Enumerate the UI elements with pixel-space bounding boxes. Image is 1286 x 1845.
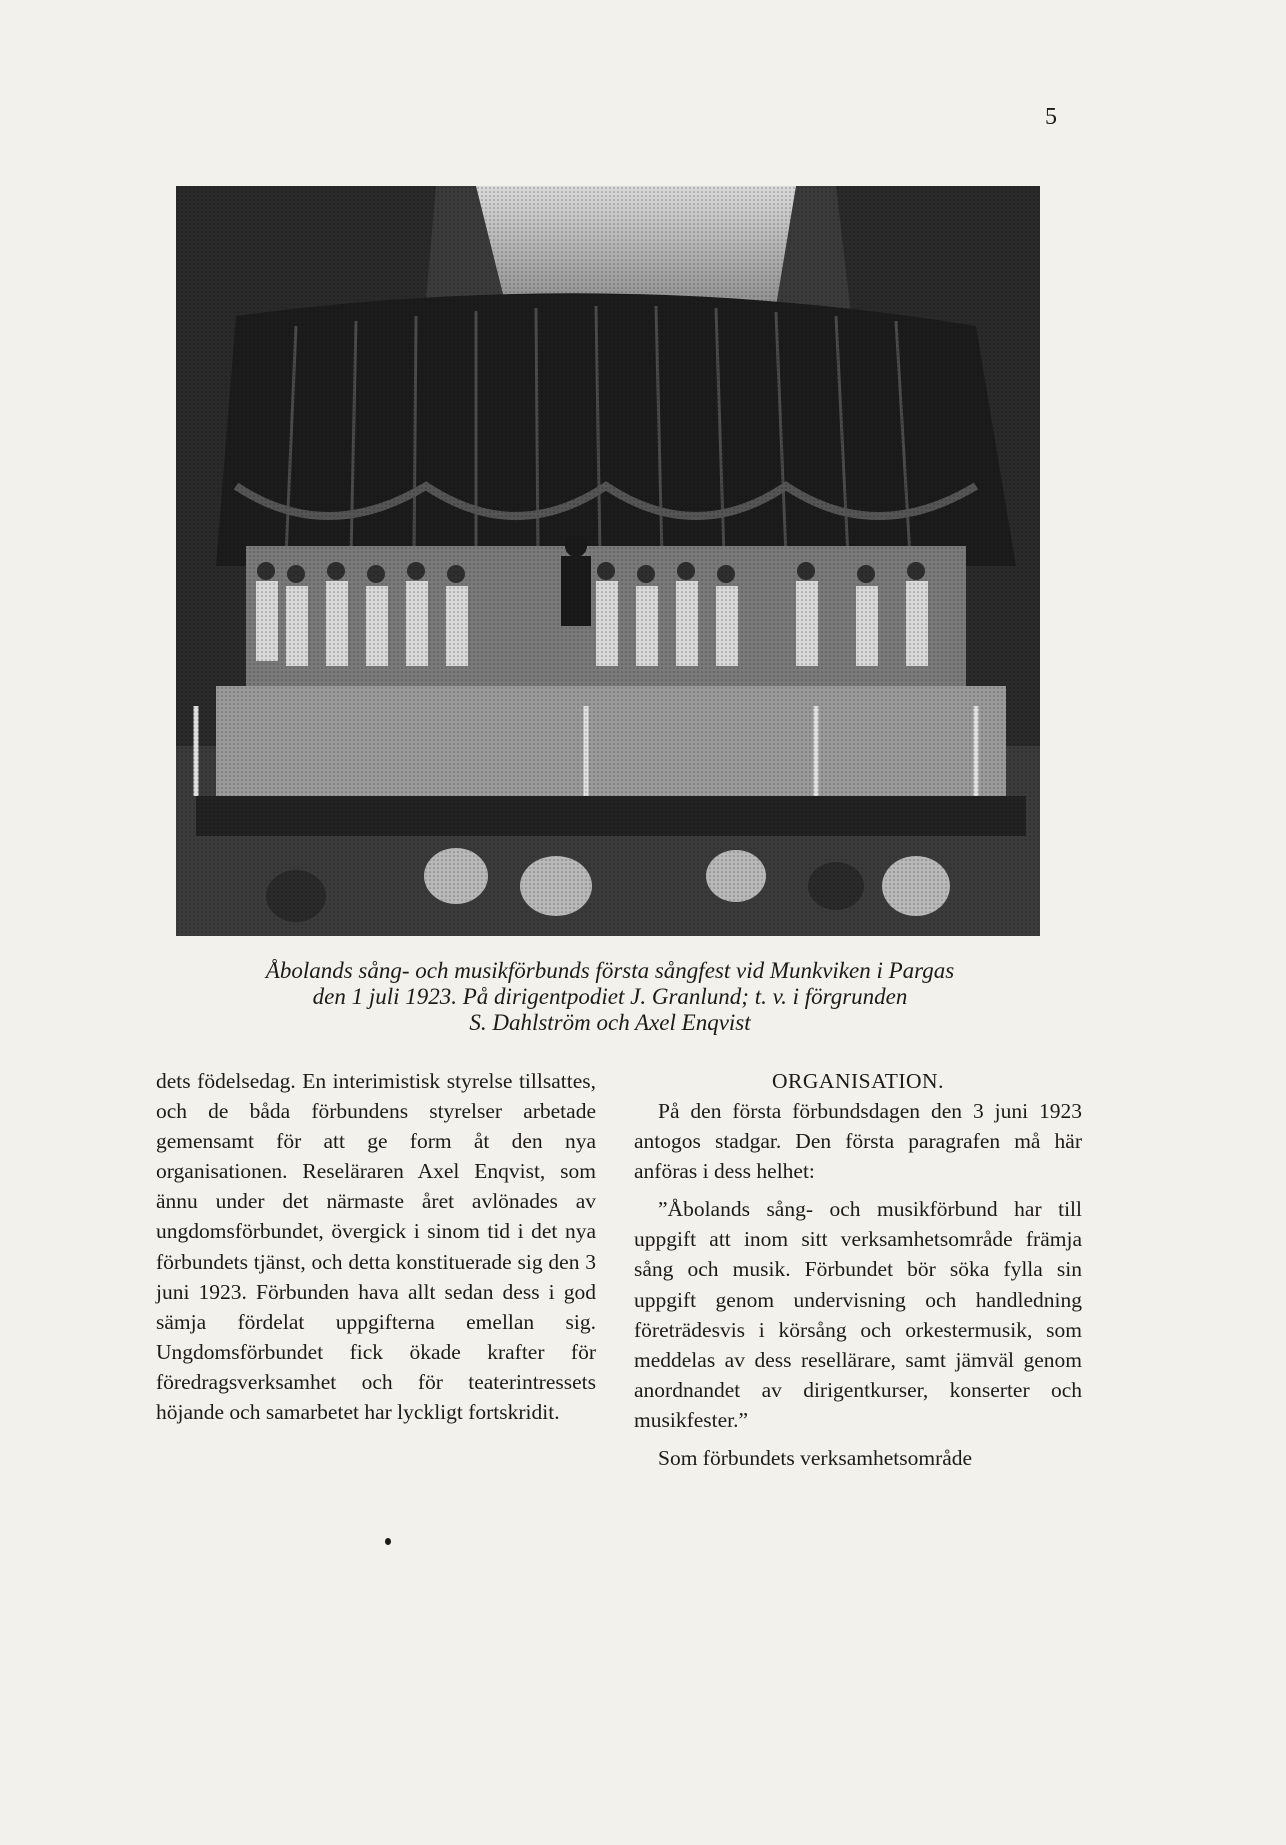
page-number: 5 xyxy=(1045,104,1058,130)
section-heading: ORGANISATION. xyxy=(772,1069,944,1093)
body-paragraph: Som förbundets verksamhetsområde xyxy=(658,1446,973,1471)
photo-caption xyxy=(140,958,1080,1036)
choir-photo xyxy=(176,186,1040,936)
left-column xyxy=(156,1066,596,1427)
right-column xyxy=(634,1066,1082,1473)
quote-paragraph: ”Åbolands sång- och musikförbund har till uppgift att inom sitt verksamhetsområde främja sång och musik. Förbundet bör söka fylla sin uppgift genom undervisning och handledning företrädesvis i körsång och orkestermusik, som meddelas av dess resellärare, samt jämväl genom anordnandet av dirigentkurser, konserter och musikfester.” xyxy=(634,1197,1082,1432)
caption-line: den 1 juli 1923. På dirigentpodiet J. Granlund; t. v. i förgrunden xyxy=(312,984,908,1009)
caption-line: Åbolands sång- och musikförbunds första sångfest vid Munkviken i Pargas xyxy=(265,958,955,983)
body-paragraph: På den första förbundsdagen den 3 juni 1923 antogos stadgar. Den första paragrafen må här anföras i dess helhet: xyxy=(634,1099,1082,1184)
ink-dot xyxy=(385,1538,391,1545)
body-paragraph: dets födelsedag. En interimistisk styrelse tillsattes, och de båda förbundens styrelser arbetade gemensamt för att ge form åt den nya organisationen. Reseläraren Axel Enqvist, som ännu under det närmaste året avlönades av ungdomsförbundet, övergick i sinom tid i det nya förbundets tjänst, och detta konstituerade sig den 3 juni 1923. Förbunden hava allt sedan dess i god sämja fördelat uppgifterna emellan sig. Ungdomsförbundet fick ökade krafter för föredragsverksamhet och för teaterintressets höjande och samarbetet har lyckligt fortskridit. xyxy=(156,1069,596,1425)
choir-photo-icon xyxy=(176,186,1040,936)
caption-line: S. Dahlström och Axel Enqvist xyxy=(469,1010,751,1035)
